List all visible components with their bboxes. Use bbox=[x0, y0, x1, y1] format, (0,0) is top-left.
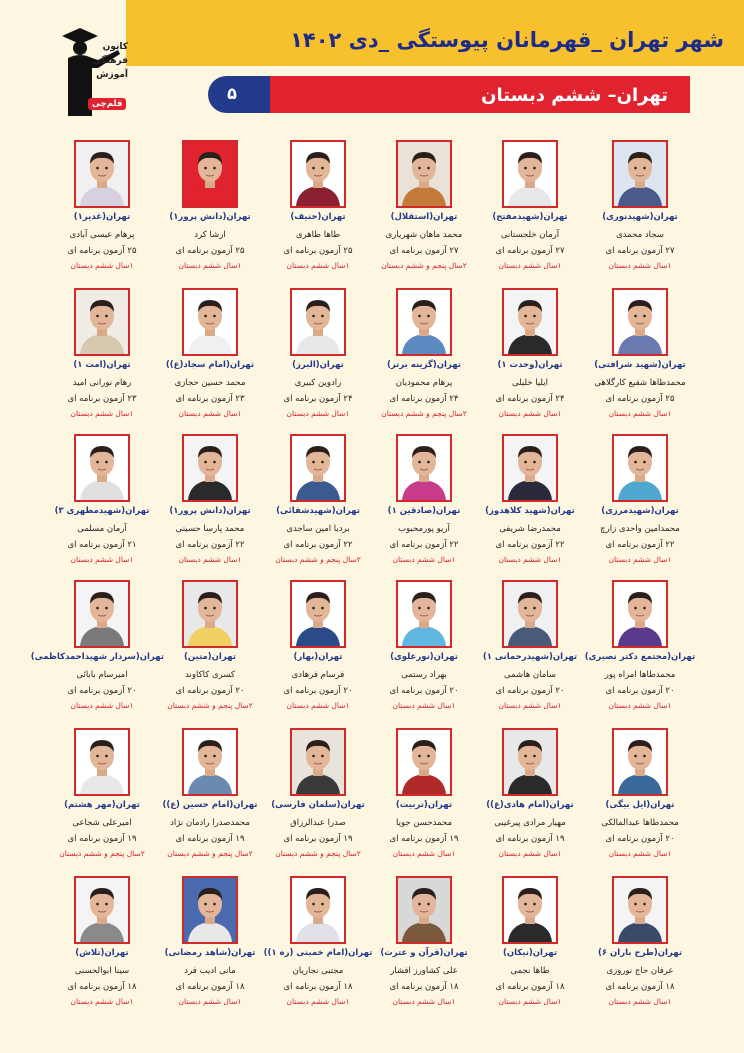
student-photo bbox=[74, 580, 130, 648]
student-name: آریو پورمحبوب bbox=[398, 524, 450, 534]
student-photo bbox=[612, 876, 668, 944]
student-name: آرمان خلجستانی bbox=[500, 230, 560, 240]
student-years: ۱سال ششم دبستان bbox=[392, 701, 456, 710]
student-school: تهران(امت ۱) bbox=[73, 360, 131, 370]
student-school: تهران(تربیت) bbox=[395, 800, 453, 810]
student-name: طاها نجمی bbox=[510, 966, 550, 976]
student-name: رهام نورانی امید bbox=[72, 378, 132, 388]
student-exam-count: ۱۹ آزمون برنامه ای bbox=[175, 834, 245, 844]
logo-badge: قلم‌چی bbox=[88, 98, 126, 110]
student-school: تهران(قرآن و عترت) bbox=[380, 948, 468, 958]
student-photo bbox=[396, 876, 452, 944]
student-exam-count: ۲۲ آزمون برنامه ای bbox=[283, 540, 353, 550]
student-photo bbox=[182, 434, 238, 502]
student-exam-count: ۲۷ آزمون برنامه ای bbox=[495, 246, 565, 256]
student-photo bbox=[290, 876, 346, 944]
student-photo bbox=[502, 140, 558, 208]
student-exam-count: ۲۵ آزمون برنامه ای bbox=[67, 246, 137, 256]
student-exam-count: ۲۳ آزمون برنامه ای bbox=[175, 394, 245, 404]
student-years: ۱سال ششم دبستان bbox=[392, 849, 456, 858]
student-exam-count: ۱۹ آزمون برنامه ای bbox=[67, 834, 137, 844]
student-school: تهران(وحدت ۱) bbox=[497, 360, 563, 370]
student-photo bbox=[502, 288, 558, 356]
student-name: صدرا عبدالرزاق bbox=[290, 818, 346, 828]
student-school: تهران(شهیدنوری) bbox=[602, 212, 678, 222]
student-years: ۱سال ششم دبستان bbox=[286, 997, 350, 1006]
student-years: ۱سال ششم دبستان bbox=[498, 555, 562, 564]
student-years: ۱سال ششم دبستان bbox=[498, 409, 562, 418]
page-title: شهر تهران _قهرمانان پیوستگی _دی ۱۴۰۲ bbox=[290, 28, 724, 52]
student-card bbox=[262, 288, 374, 428]
student-photo bbox=[396, 728, 452, 796]
student-years: ۱سال ششم دبستان bbox=[70, 261, 134, 270]
student-school: تهران(شهید شرافتی) bbox=[594, 360, 686, 370]
student-name: محمدطاها شفیع کارگلاهی bbox=[594, 378, 686, 388]
student-card bbox=[154, 728, 266, 868]
student-school: تهران(شهیدمرزی) bbox=[601, 506, 679, 516]
student-years: ۱سال ششم دبستان bbox=[392, 997, 456, 1006]
student-exam-count: ۲۲ آزمون برنامه ای bbox=[605, 540, 675, 550]
student-card bbox=[46, 140, 158, 280]
student-exam-count: ۲۷ آزمون برنامه ای bbox=[605, 246, 675, 256]
student-name: محمد حسین حجازی bbox=[174, 378, 246, 388]
student-card bbox=[584, 434, 696, 574]
student-school: تهران(غدیر۱) bbox=[73, 212, 131, 222]
student-photo bbox=[396, 288, 452, 356]
student-name: مانی ادیب فرد bbox=[184, 966, 236, 976]
student-card bbox=[584, 140, 696, 280]
student-card bbox=[262, 140, 374, 280]
student-name: امیرسام بابائی bbox=[76, 670, 128, 680]
student-exam-count: ۲۰ آزمون برنامه ای bbox=[389, 686, 459, 696]
student-exam-count: ۲۵ آزمون برنامه ای bbox=[175, 246, 245, 256]
student-school: تهران(شهیدرحمانی ۱) bbox=[482, 652, 578, 662]
student-years: ۱سال ششم دبستان bbox=[608, 555, 672, 564]
student-school: تهران(دانش پرور۱) bbox=[169, 506, 251, 516]
student-years: ۲سال پنجم و ششم دبستان bbox=[59, 849, 145, 858]
student-name: محمدطاها امراه پور bbox=[604, 670, 676, 680]
student-school: تهران(شاهد رمضانی) bbox=[164, 948, 256, 958]
student-school: تهران(سلمان فارسی) bbox=[271, 800, 365, 810]
logo-line-1: کانون bbox=[102, 42, 128, 52]
student-school: تهران(مهر هشتم) bbox=[64, 800, 140, 810]
student-school: تهران(مجتمع دکتر نصیری) bbox=[584, 652, 696, 662]
student-name: پرهام عیسی آبادی bbox=[69, 230, 135, 240]
student-years: ۱سال ششم دبستان bbox=[70, 409, 134, 418]
student-years: ۱سال ششم دبستان bbox=[608, 261, 672, 270]
student-photo bbox=[182, 140, 238, 208]
student-photo bbox=[612, 728, 668, 796]
student-name: علی کشاورز افشار bbox=[390, 966, 458, 976]
student-school: تهران(شهیدشفائی) bbox=[276, 506, 360, 516]
student-school: تهران(امام هادی(ع)) bbox=[486, 800, 574, 810]
student-card bbox=[46, 728, 158, 868]
student-years: ۱سال ششم دبستان bbox=[608, 997, 672, 1006]
student-years: ۱سال ششم دبستان bbox=[178, 409, 242, 418]
student-years: ۱سال ششم دبستان bbox=[178, 555, 242, 564]
student-name: پرهام محمودیان bbox=[395, 378, 453, 388]
student-exam-count: ۲۴ آزمون برنامه ای bbox=[389, 394, 459, 404]
student-photo bbox=[290, 288, 346, 356]
student-years: ۲سال پنجم و ششم دبستان bbox=[275, 849, 361, 858]
student-years: ۱سال ششم دبستان bbox=[498, 261, 562, 270]
student-card bbox=[46, 434, 158, 574]
student-name: محمدصدرا رادمان نژاد bbox=[170, 818, 250, 828]
student-card bbox=[474, 580, 586, 720]
student-name: سجاد محمدی bbox=[616, 230, 664, 240]
student-photo bbox=[182, 876, 238, 944]
student-years: ۱سال ششم دبستان bbox=[498, 701, 562, 710]
student-exam-count: ۱۸ آزمون برنامه ای bbox=[495, 982, 565, 992]
student-years: ۱سال ششم دبستان bbox=[70, 701, 134, 710]
student-exam-count: ۲۰ آزمون برنامه ای bbox=[605, 834, 675, 844]
student-years: ۲سال پنجم و ششم دبستان bbox=[275, 555, 361, 564]
student-years: ۱سال ششم دبستان bbox=[286, 409, 350, 418]
student-school: تهران(حنیف) bbox=[290, 212, 346, 222]
student-photo bbox=[74, 140, 130, 208]
student-school: تهران(دانش پرور۱) bbox=[169, 212, 251, 222]
student-photo bbox=[290, 580, 346, 648]
student-card bbox=[262, 580, 374, 720]
student-photo bbox=[290, 140, 346, 208]
student-name: محمدامین واحدی زارچ bbox=[600, 524, 680, 534]
student-years: ۱سال ششم دبستان bbox=[608, 409, 672, 418]
student-years: ۱سال ششم دبستان bbox=[178, 997, 242, 1006]
student-exam-count: ۱۹ آزمون برنامه ای bbox=[283, 834, 353, 844]
student-exam-count: ۲۰ آزمون برنامه ای bbox=[175, 686, 245, 696]
student-name: بهراد رستمی bbox=[401, 670, 447, 680]
student-card bbox=[474, 728, 586, 868]
student-card bbox=[368, 728, 480, 868]
student-card bbox=[368, 288, 480, 428]
student-school: تهران(شهیدمطهری ۳) bbox=[54, 506, 150, 516]
student-name: بردیا امین ساجدی bbox=[286, 524, 350, 534]
student-name: محمدرضا شریفی bbox=[499, 524, 561, 534]
student-school: تهران(نیکان) bbox=[502, 948, 558, 958]
student-card bbox=[154, 140, 266, 280]
student-card bbox=[584, 288, 696, 428]
student-photo bbox=[502, 434, 558, 502]
student-years: ۱سال ششم دبستان bbox=[70, 997, 134, 1006]
student-exam-count: ۲۵ آزمون برنامه ای bbox=[605, 394, 675, 404]
student-years: ۱سال ششم دبستان bbox=[608, 849, 672, 858]
student-exam-count: ۲۱ آزمون برنامه ای bbox=[67, 540, 137, 550]
student-exam-count: ۲۰ آزمون برنامه ای bbox=[605, 686, 675, 696]
student-card bbox=[262, 876, 374, 1016]
student-exam-count: ۱۸ آزمون برنامه ای bbox=[389, 982, 459, 992]
student-school: تهران(ایل بیگی) bbox=[605, 800, 675, 810]
student-card bbox=[368, 876, 480, 1016]
student-card bbox=[154, 876, 266, 1016]
student-photo bbox=[182, 580, 238, 648]
student-name: ایلیا خلیلی bbox=[512, 378, 548, 388]
student-card bbox=[154, 580, 266, 720]
student-card bbox=[154, 288, 266, 428]
student-photo bbox=[612, 288, 668, 356]
student-name: سینا ابوالحسنی bbox=[74, 966, 130, 976]
student-name: ارشا کرد bbox=[194, 230, 226, 240]
student-name: عرفان حاج نوروزی bbox=[606, 966, 674, 976]
student-card bbox=[474, 140, 586, 280]
student-exam-count: ۲۲ آزمون برنامه ای bbox=[175, 540, 245, 550]
student-card bbox=[474, 876, 586, 1016]
student-school: تهران(نورعلوی) bbox=[390, 652, 458, 662]
student-name: محمد پارسا حسینی bbox=[175, 524, 245, 534]
student-name: مهیار مرادی پیرغیبی bbox=[494, 818, 566, 828]
student-exam-count: ۲۴ آزمون برنامه ای bbox=[283, 394, 353, 404]
student-exam-count: ۲۷ آزمون برنامه ای bbox=[389, 246, 459, 256]
student-card bbox=[154, 434, 266, 574]
student-school: تهران(امام حسین (ع)) bbox=[162, 800, 258, 810]
student-photo bbox=[182, 288, 238, 356]
student-exam-count: ۱۹ آزمون برنامه ای bbox=[495, 834, 565, 844]
student-school: تهران(بهار) bbox=[293, 652, 343, 662]
student-years: ۲سال پنجم و ششم دبستان bbox=[167, 849, 253, 858]
student-years: ۱سال ششم دبستان bbox=[286, 261, 350, 270]
student-exam-count: ۱۸ آزمون برنامه ای bbox=[283, 982, 353, 992]
student-photo bbox=[290, 728, 346, 796]
student-school: تهران(شهیدمفتح) bbox=[492, 212, 568, 222]
student-school: تهران(استقلال) bbox=[390, 212, 458, 222]
student-years: ۲سال پنجم و ششم دبستان bbox=[381, 409, 467, 418]
student-exam-count: ۱۸ آزمون برنامه ای bbox=[67, 982, 137, 992]
student-exam-count: ۲۲ آزمون برنامه ای bbox=[495, 540, 565, 550]
student-name: سامان هاشمی bbox=[504, 670, 556, 680]
student-school: تهران(امام خمینی (ره ۱)) bbox=[263, 948, 373, 958]
student-school: تهران(البرز) bbox=[292, 360, 344, 370]
student-years: ۲سال پنجم و ششم دبستان bbox=[167, 701, 253, 710]
student-photo bbox=[182, 728, 238, 796]
student-school: تهران(طرح باران ۶) bbox=[597, 948, 683, 958]
student-card bbox=[46, 876, 158, 1016]
student-years: ۲سال پنجم و ششم دبستان bbox=[381, 261, 467, 270]
student-card bbox=[584, 876, 696, 1016]
student-school: تهران(امام سجاد(ع)) bbox=[165, 360, 255, 370]
student-years: ۱سال ششم دبستان bbox=[608, 701, 672, 710]
student-grid bbox=[28, 140, 728, 1020]
student-exam-count: ۲۰ آزمون برنامه ای bbox=[495, 686, 565, 696]
student-years: ۱سال ششم دبستان bbox=[178, 261, 242, 270]
student-photo bbox=[612, 434, 668, 502]
student-photo bbox=[74, 728, 130, 796]
student-name: امیرعلی شجاعی bbox=[72, 818, 132, 828]
student-name: محمدحسن جویا bbox=[395, 818, 453, 828]
student-photo bbox=[74, 434, 130, 502]
student-exam-count: ۲۰ آزمون برنامه ای bbox=[67, 686, 137, 696]
student-photo bbox=[396, 140, 452, 208]
student-exam-count: ۱۸ آزمون برنامه ای bbox=[175, 982, 245, 992]
student-photo bbox=[612, 140, 668, 208]
student-name: طاها طاهری bbox=[295, 230, 341, 240]
student-years: ۱سال ششم دبستان bbox=[70, 555, 134, 564]
student-card bbox=[584, 728, 696, 868]
page-number: ۵ bbox=[227, 84, 237, 103]
student-photo bbox=[396, 434, 452, 502]
student-name: فرسام فرهادی bbox=[291, 670, 345, 680]
student-card bbox=[368, 580, 480, 720]
student-photo bbox=[502, 728, 558, 796]
student-card bbox=[368, 434, 480, 574]
student-card bbox=[46, 288, 158, 428]
student-name: مجتبی نجاریان bbox=[292, 966, 344, 976]
student-school: تهران(متین) bbox=[184, 652, 236, 662]
student-card bbox=[474, 434, 586, 574]
student-name: محمدطاها عبدالمالکی bbox=[601, 818, 679, 828]
student-school: تهران(سردار شهیداحمدکاظمی) bbox=[30, 652, 164, 662]
student-years: ۱سال ششم دبستان bbox=[498, 849, 562, 858]
logo-line-2: فرهنگی bbox=[92, 56, 128, 66]
student-exam-count: ۲۰ آزمون برنامه ای bbox=[283, 686, 353, 696]
student-card bbox=[30, 580, 164, 720]
student-years: ۱سال ششم دبستان bbox=[498, 997, 562, 1006]
student-name: کسری کاکاوند bbox=[185, 670, 235, 680]
section-title: تهران– ششم دبستان bbox=[481, 85, 668, 106]
student-name: رادوین کبیری bbox=[294, 378, 342, 388]
student-photo bbox=[502, 580, 558, 648]
student-card bbox=[262, 434, 374, 574]
student-years: ۱سال ششم دبستان bbox=[286, 701, 350, 710]
student-name: آرمان مسلمی bbox=[77, 524, 127, 534]
student-exam-count: ۲۲ آزمون برنامه ای bbox=[389, 540, 459, 550]
student-exam-count: ۱۸ آزمون برنامه ای bbox=[605, 982, 675, 992]
student-photo bbox=[502, 876, 558, 944]
student-exam-count: ۲۳ آزمون برنامه ای bbox=[67, 394, 137, 404]
student-school: تهران(شهید کلاهدوز) bbox=[485, 506, 575, 516]
student-card bbox=[584, 580, 696, 720]
student-name: محمد ماهان شهریاری bbox=[385, 230, 463, 240]
logo-line-3: آموزش bbox=[96, 70, 128, 80]
student-exam-count: ۱۹ آزمون برنامه ای bbox=[389, 834, 459, 844]
student-photo bbox=[612, 580, 668, 648]
student-card bbox=[368, 140, 480, 280]
student-photo bbox=[74, 288, 130, 356]
student-photo bbox=[396, 580, 452, 648]
student-school: تهران(صادقین ۱) bbox=[387, 506, 461, 516]
student-card bbox=[474, 288, 586, 428]
student-school: تهران(گزینه برتر) bbox=[387, 360, 461, 370]
student-exam-count: ۲۵ آزمون برنامه ای bbox=[283, 246, 353, 256]
student-card bbox=[262, 728, 374, 868]
student-school: تهران(تلاش) bbox=[75, 948, 129, 958]
student-years: ۱سال ششم دبستان bbox=[392, 555, 456, 564]
student-exam-count: ۲۴ آزمون برنامه ای bbox=[495, 394, 565, 404]
student-photo bbox=[74, 876, 130, 944]
student-photo bbox=[290, 434, 346, 502]
